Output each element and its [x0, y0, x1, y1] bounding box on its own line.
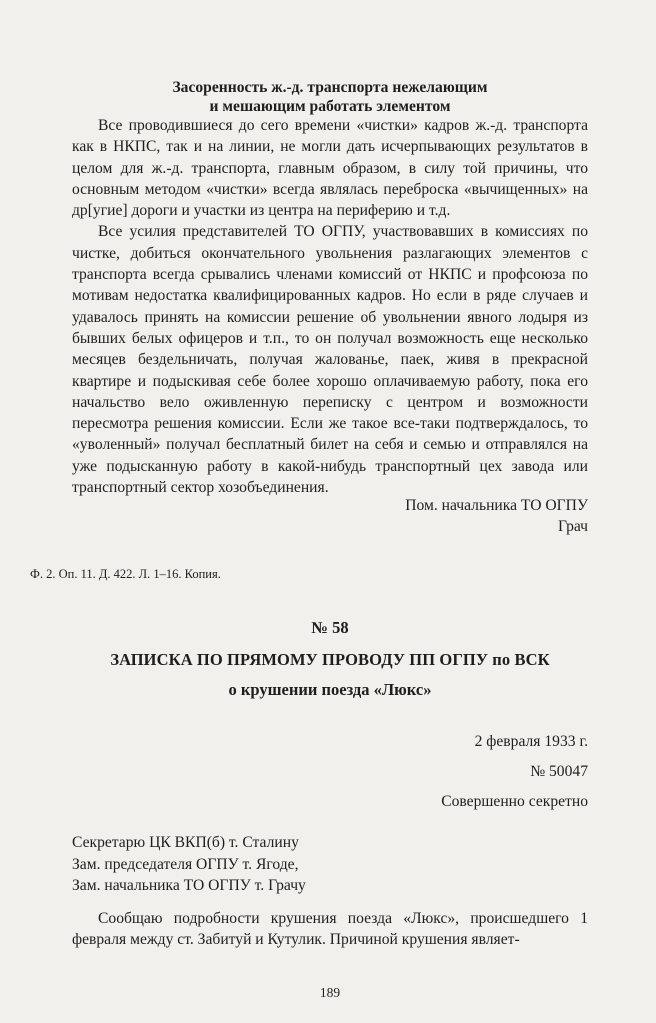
- addressee-item: Зам. председателя ОГПУ т. Ягоде,: [72, 855, 299, 873]
- registration-number: № 50047: [530, 763, 588, 780]
- document-number: № 58: [311, 618, 349, 637]
- addressee-item: Зам. начальника ТО ОГПУ т. Грачу: [72, 877, 306, 894]
- paragraph-1: Все проводившиеся до сего времени «чистки» кадров ж.-д. транспорта как в НКПС, так и на линии, не могли дать исчерпывающих результатов в целом для ж.-д. транспорта, главным образом, в силу той причины, что основным методом «чистки» всегда являлась переброска «вычищенных» на др[угие] дороги и участки из центра на периферию и т.д.: [72, 117, 588, 220]
- signature-name: Грач: [558, 518, 588, 535]
- document-subtitle: о крушении поезда «Люкс»: [228, 680, 432, 699]
- section-heading-line2: и мешающим работать элементом: [209, 98, 451, 115]
- section-body: [72, 115, 588, 498]
- page-number: 189: [319, 985, 341, 1000]
- section-heading: [72, 78, 588, 116]
- document-title: ЗАПИСКА ПО ПРЯМОМУ ПРОВОДУ ПП ОГПУ по ВСК: [110, 650, 550, 669]
- paragraph-2: Все усилия представителей ТО ОГПУ, участвовавших в комиссиях по чистке, добиться окончательного увольнения разлагающих элементов с транспорта всегда срывались членами комиссий от НКПС и профсоюза по мотивам недостатка квалифицированных кадров. Но если в ряде случаев и удавалось принять на комиссии решение об увольнении явного лодыря из бывших белых офицеров и т.п., то он получал возможность еще несколько месяцев бездельничать, получая жалованье, паек, живя в прекрасной квартире и подыскивая себе более хорошо оплачиваемую работу, пока его начальство вело оживленную переписку с центром и возможности пересмотра решения комиссии. Если же такое все-таки подтверждалось, то «уволенный» получал бесплатный билет на себя и семью и отправлялся на уже подысканную работу в какой-нибудь транспортный цех завода или транспортный сектор хозобъединения.: [72, 223, 588, 497]
- document-date: 2 февраля 1933 г.: [474, 733, 588, 750]
- opening-paragraph: Сообщаю подробности крушения поезда «Люкс», происшедшего 1 февраля между ст. Забитуй и Кутулик. Причиной крушения являет-: [72, 910, 588, 949]
- addressee-list: [72, 832, 588, 897]
- classification-stamp: Совершенно секретно: [441, 793, 588, 810]
- archive-reference: Ф. 2. Оп. 11. Д. 422. Л. 1–16. Копия.: [30, 567, 221, 581]
- section-heading-line1: Засоренность ж.-д. транспорта нежелающим: [172, 79, 488, 96]
- document-page: [30, 0, 588, 1023]
- addressee-item: Секретарю ЦК ВКП(б) т. Сталину: [72, 834, 299, 851]
- opening-paragraph-block: [72, 908, 588, 951]
- signature-title: Пом. начальника ТО ОГПУ: [405, 497, 588, 514]
